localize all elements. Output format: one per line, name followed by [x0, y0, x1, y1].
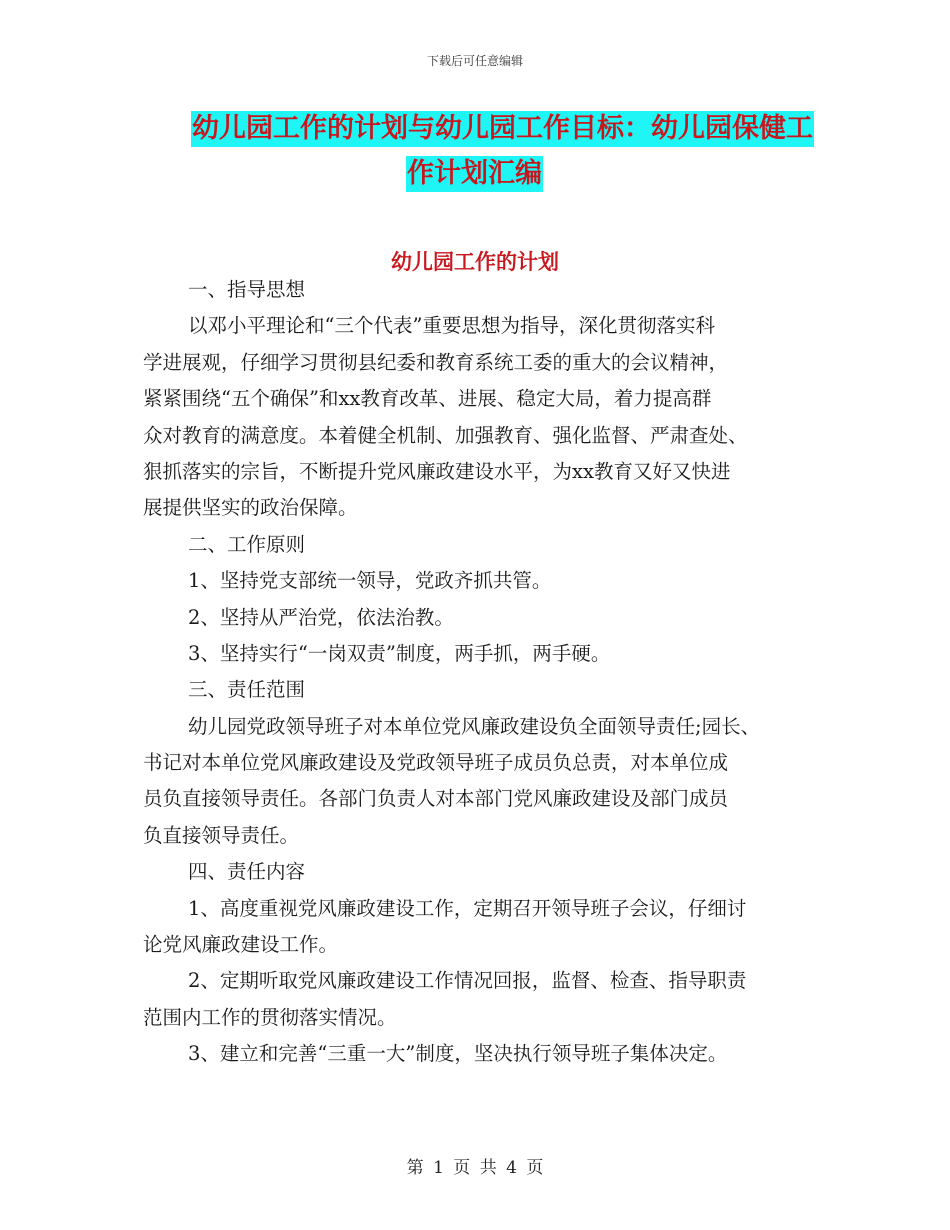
paragraph-line: 三、责任范围 — [188, 678, 306, 702]
paragraph-line: 一、指导思想 — [188, 278, 306, 301]
paragraph-line: 负直接领导责任。 — [143, 823, 300, 847]
page-footer: 第 1 页 共 4 页 — [406, 1158, 544, 1178]
section-subtitle: 幼儿园工作的计划 — [391, 249, 559, 274]
paragraph-line: 3、坚持实行“一岗双责”制度，两手抓，两手硬。 — [188, 641, 611, 665]
document-body — [143, 272, 813, 1073]
document-title-line-2: 作计划汇编 — [406, 156, 543, 192]
paragraph-line: 二、工作原则 — [188, 532, 306, 556]
header-note: 下载后可任意编辑 — [426, 54, 523, 68]
paragraph-line: 2、定期听取党风廉政建设工作情况回报，监督、检查、指导职责 — [188, 969, 747, 993]
paragraph-line: 书记对本单位党风廉政建设及党政领导班子成员负总责，对本单位成 — [143, 751, 729, 775]
paragraph-line: 展提供坚实的政治保障。 — [143, 496, 358, 520]
paragraph-line: 幼儿园党政领导班子对本单位党风廉政建设负全面领导责任;园长、 — [188, 714, 761, 738]
paragraph-line: 众对教育的满意度。本着健全机制、加强教育、强化监督、严肃查处、 — [143, 423, 748, 447]
paragraph-line: 学进展观，仔细学习贯彻县纪委和教育系统工委的重大的会议精神， — [143, 350, 729, 374]
paragraph-line: 范围内工作的贯彻落实情况。 — [143, 1005, 397, 1029]
paragraph-line: 2、坚持从严治党，依法治教。 — [188, 605, 454, 629]
paragraph-line: 员负直接领导责任。各部门负责人对本部门党风廉政建设及部门成员 — [143, 787, 729, 811]
paragraph-line: 狠抓落实的宗旨，不断提升党风廉政建设水平，为xx教育又好又快进 — [143, 459, 731, 483]
paragraph-line: 紧紧围绕“五个确保”和xx教育改革、进展、稳定大局，着力提高群 — [143, 387, 712, 411]
paragraph-line: 以邓小平理论和“三个代表”重要思想为指导，深化贯彻落实科 — [188, 314, 715, 338]
paragraph-line: 3、建立和完善“三重一大”制度，坚决执行领导班子集体决定。 — [188, 1042, 728, 1066]
document-title-line-1: 幼儿园工作的计划与幼儿园工作目标：幼儿园保健工 — [191, 111, 814, 147]
paragraph-line: 论党风廉政建设工作。 — [143, 933, 339, 957]
paragraph-line: 1、高度重视党风廉政建设工作，定期召开领导班子会议，仔细讨 — [188, 896, 747, 920]
paragraph-line: 四、责任内容 — [188, 860, 306, 884]
paragraph-line: 1、坚持党支部统一领导，党政齐抓共管。 — [188, 569, 552, 593]
